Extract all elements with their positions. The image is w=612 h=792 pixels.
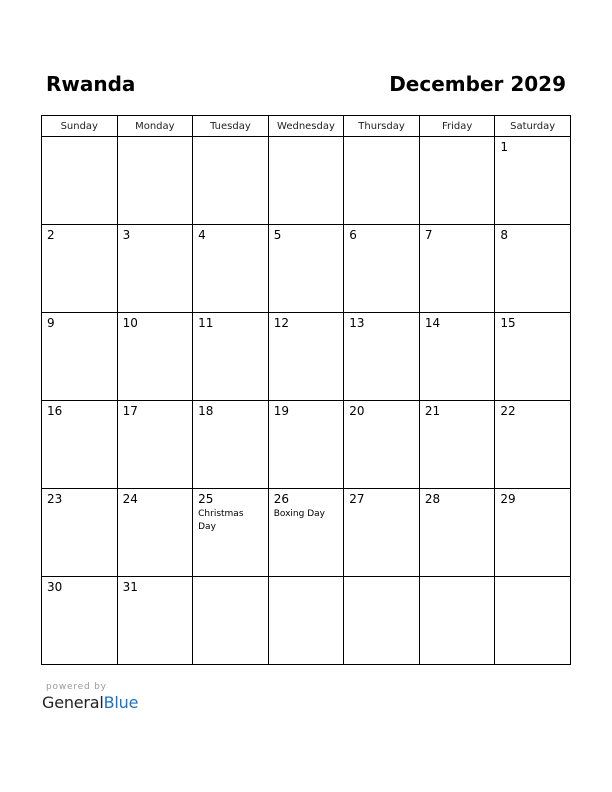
day-number: 28 bbox=[424, 492, 441, 506]
country-title: Rwanda bbox=[46, 72, 136, 96]
day-cell bbox=[419, 313, 495, 401]
day-cell bbox=[495, 137, 571, 225]
day-cell bbox=[419, 577, 495, 665]
day-cell bbox=[419, 401, 495, 489]
day-number: 8 bbox=[500, 228, 509, 242]
day-number: 24 bbox=[122, 492, 138, 506]
day-cell bbox=[193, 577, 269, 665]
day-cell bbox=[495, 225, 571, 313]
day-cell bbox=[117, 577, 193, 665]
week-row bbox=[42, 225, 571, 313]
powered-by-label: powered by bbox=[46, 682, 107, 692]
generalblue-logo[interactable] bbox=[42, 693, 138, 713]
day-number: 26 bbox=[273, 492, 289, 506]
day-number: 1 bbox=[500, 140, 509, 154]
day-number: 2 bbox=[47, 228, 55, 242]
day-number: 21 bbox=[424, 404, 441, 418]
day-number: 6 bbox=[349, 228, 357, 242]
day-cell bbox=[193, 137, 269, 225]
day-number: 10 bbox=[122, 316, 138, 330]
day-cell bbox=[268, 577, 344, 665]
calendar-grid bbox=[41, 115, 571, 665]
day-number: 18 bbox=[198, 404, 214, 418]
day-cell bbox=[495, 489, 571, 577]
day-number: 12 bbox=[273, 316, 289, 330]
day-number: 16 bbox=[47, 404, 63, 418]
day-cell bbox=[419, 225, 495, 313]
weekday-friday: Friday bbox=[419, 116, 495, 137]
day-cell bbox=[495, 313, 571, 401]
day-cell bbox=[42, 489, 118, 577]
day-number: 5 bbox=[273, 228, 282, 242]
day-cell bbox=[268, 489, 344, 577]
day-cell bbox=[344, 225, 420, 313]
weekday-sunday: Sunday bbox=[42, 116, 118, 137]
day-cell bbox=[344, 401, 420, 489]
day-cell bbox=[117, 225, 193, 313]
day-cell bbox=[495, 401, 571, 489]
day-cell bbox=[419, 137, 495, 225]
day-cell bbox=[117, 313, 193, 401]
day-number: 3 bbox=[122, 228, 131, 242]
day-cell bbox=[117, 489, 193, 577]
weekday-header-row bbox=[42, 116, 571, 137]
week-row bbox=[42, 577, 571, 665]
day-number: 20 bbox=[349, 404, 365, 418]
day-cell bbox=[117, 137, 193, 225]
weekday-tuesday: Tuesday bbox=[193, 116, 269, 137]
day-cell bbox=[193, 225, 269, 313]
day-number: 25 bbox=[198, 492, 214, 506]
month-year-title: December 2029 bbox=[389, 72, 566, 96]
day-cell bbox=[419, 489, 495, 577]
weekday-saturday: Saturday bbox=[495, 116, 571, 137]
day-cell bbox=[344, 577, 420, 665]
day-cell bbox=[344, 313, 420, 401]
week-row bbox=[42, 489, 571, 577]
day-cell bbox=[268, 313, 344, 401]
day-number: 9 bbox=[47, 316, 55, 330]
day-cell bbox=[42, 401, 118, 489]
day-cell bbox=[42, 577, 118, 665]
day-number: 4 bbox=[198, 228, 206, 242]
day-cell bbox=[193, 489, 269, 577]
day-number: 15 bbox=[500, 316, 516, 330]
day-cell bbox=[193, 401, 269, 489]
day-cell bbox=[495, 577, 571, 665]
day-number: 11 bbox=[198, 316, 214, 330]
day-number: 27 bbox=[349, 492, 365, 506]
weekday-monday: Monday bbox=[117, 116, 193, 137]
day-cell bbox=[117, 401, 193, 489]
week-row bbox=[42, 137, 571, 225]
day-cell bbox=[268, 401, 344, 489]
day-cell bbox=[42, 137, 118, 225]
day-number: 29 bbox=[500, 492, 516, 506]
brand-part-blue: Blue bbox=[103, 693, 139, 712]
day-number: 7 bbox=[424, 228, 433, 242]
day-cell bbox=[42, 313, 118, 401]
day-number: 23 bbox=[47, 492, 63, 506]
week-row bbox=[42, 313, 571, 401]
weekday-thursday: Thursday bbox=[344, 116, 420, 137]
holiday-label: Boxing Day bbox=[273, 509, 325, 519]
day-cell bbox=[268, 225, 344, 313]
day-cell bbox=[344, 489, 420, 577]
day-number: 13 bbox=[349, 316, 365, 330]
holiday-label: Christmas Day bbox=[198, 509, 244, 532]
brand-part-general: General bbox=[42, 693, 104, 712]
day-number: 17 bbox=[122, 404, 138, 418]
day-cell bbox=[193, 313, 269, 401]
day-cell bbox=[42, 225, 118, 313]
day-number: 30 bbox=[47, 580, 63, 594]
day-number: 19 bbox=[273, 404, 289, 418]
weekday-wednesday: Wednesday bbox=[268, 116, 344, 137]
day-cell bbox=[268, 137, 344, 225]
day-number: 31 bbox=[122, 580, 138, 594]
week-row bbox=[42, 401, 571, 489]
day-cell bbox=[344, 137, 420, 225]
day-number: 22 bbox=[500, 404, 516, 418]
day-number: 14 bbox=[424, 316, 441, 330]
